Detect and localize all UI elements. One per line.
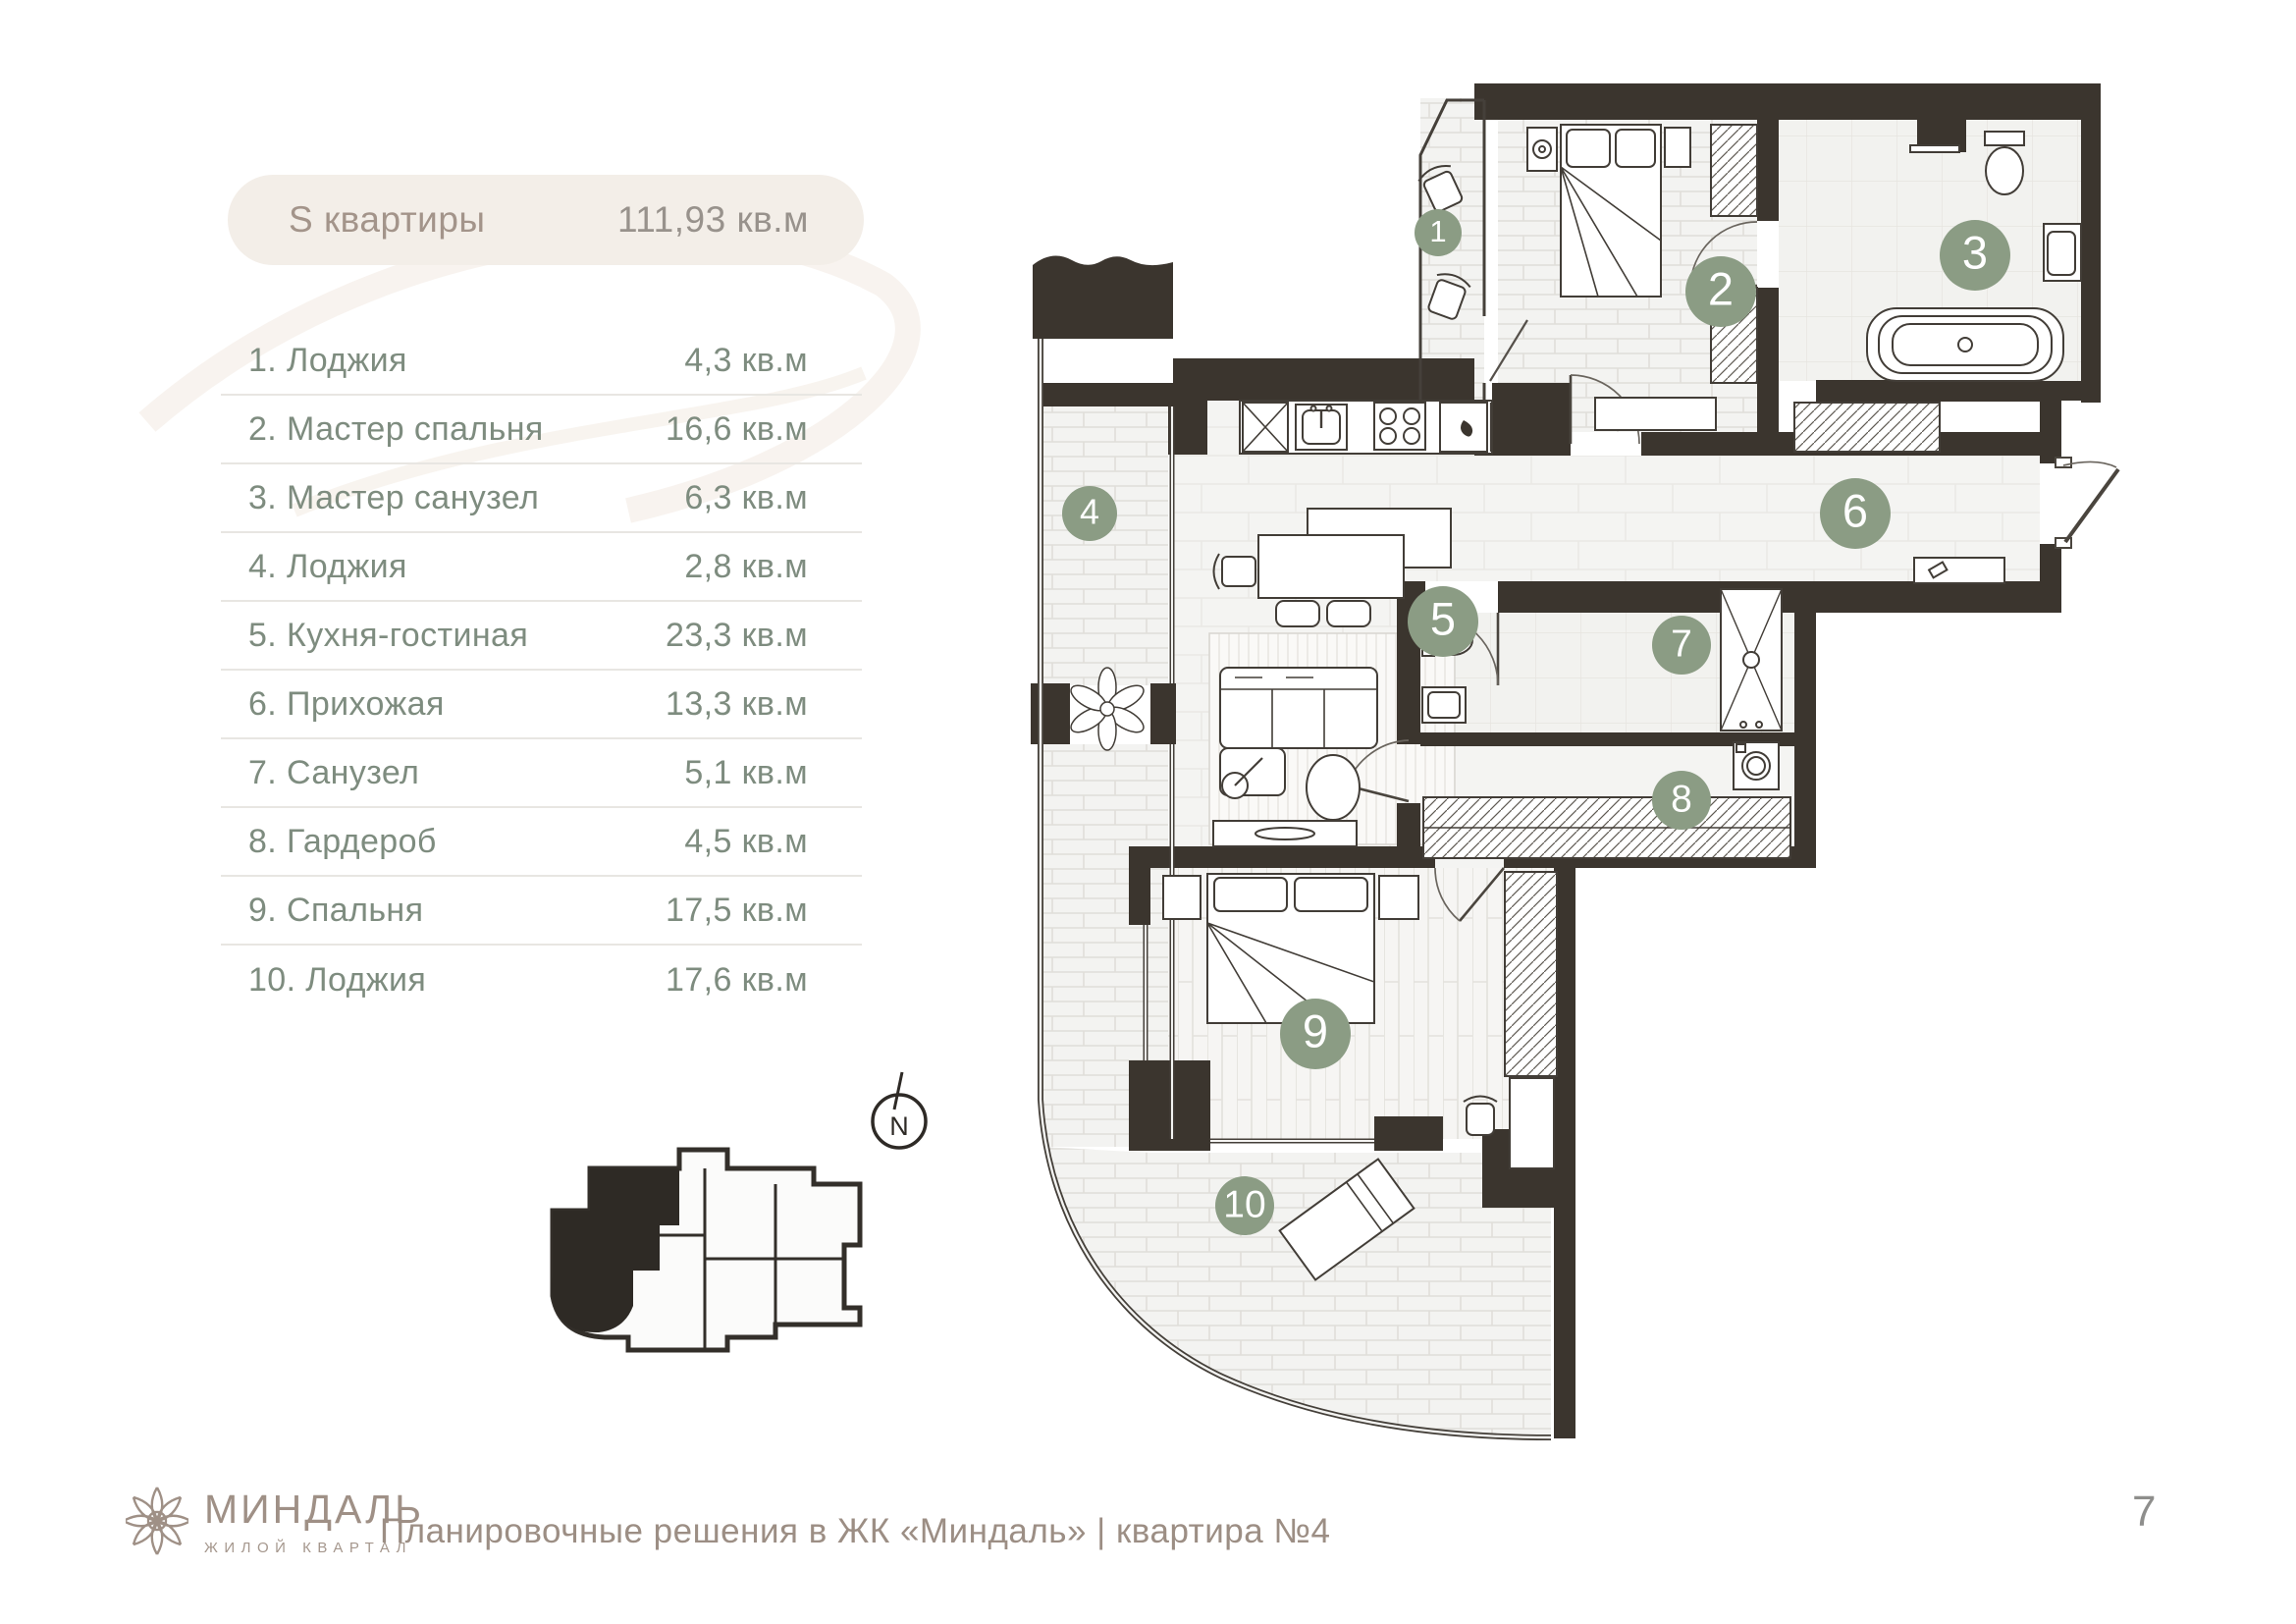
room-row-label: 3. Мастер санузел [248, 478, 540, 516]
svg-text:10: 10 [1223, 1183, 1266, 1226]
room-row-area: 2,8 кв.м [684, 547, 808, 585]
room-row-area: 5,1 кв.м [684, 753, 808, 791]
summary-value: 111,93 кв.м [616, 199, 809, 240]
room-marker-1 [1415, 209, 1462, 256]
room-row-area: 6,3 кв.м [684, 478, 808, 516]
room-marker-3 [1940, 220, 2010, 291]
room-row-label: 6. Прихожая [248, 684, 445, 723]
svg-text:9: 9 [1302, 1004, 1329, 1057]
svg-text:2: 2 [1707, 262, 1735, 315]
room-marker-2 [1685, 256, 1756, 327]
room-row-area: 17,5 кв.м [666, 891, 808, 929]
room-row-area: 16,6 кв.м [666, 409, 808, 448]
svg-text:4: 4 [1079, 491, 1100, 532]
room-row-label: 2. Мастер спальня [248, 409, 544, 448]
footer-caption: Планировочные решения в ЖК «Миндаль» | квартира №4 [380, 1512, 1331, 1550]
almond-flower-icon [126, 1483, 188, 1559]
room-row-area: 17,6 кв.м [666, 960, 808, 999]
logo-subtitle: ЖИЛОЙ КВАРТАЛ [204, 1539, 413, 1556]
room-marker-8 [1652, 771, 1711, 830]
room-row-label: 9. Спальня [248, 891, 424, 929]
room-marker-5 [1408, 586, 1478, 657]
room-row-label: 10. Лоджия [248, 960, 427, 999]
room-row-area: 4,3 кв.м [684, 341, 808, 379]
svg-text:1: 1 [1429, 214, 1447, 249]
room-marker-10 [1215, 1176, 1274, 1235]
svg-text:8: 8 [1671, 778, 1692, 821]
room-marker-4 [1062, 486, 1117, 541]
svg-text:N: N [889, 1111, 909, 1141]
room-row-label: 4. Лоджия [248, 547, 407, 585]
svg-text:3: 3 [1961, 226, 1989, 279]
north-compass-icon [873, 1072, 926, 1148]
svg-text:5: 5 [1429, 592, 1457, 645]
logo-title: МИНДАЛЬ [204, 1486, 425, 1532]
room-marker-9 [1280, 999, 1351, 1069]
summary-label: S квартиры [289, 199, 486, 240]
room-row-area: 23,3 кв.м [666, 616, 808, 654]
svg-text:6: 6 [1842, 484, 1869, 537]
page-number: 7 [2132, 1488, 2157, 1536]
room-row-area: 13,3 кв.м [666, 684, 808, 723]
key-plan [552, 1150, 860, 1350]
room-marker-6 [1820, 478, 1891, 549]
room-row-label: 1. Лоджия [248, 341, 407, 379]
room-row-area: 4,5 кв.м [684, 822, 808, 860]
room-row-label: 8. Гардероб [248, 822, 437, 860]
room-row-label: 5. Кухня-гостиная [248, 616, 529, 654]
room-row-label: 7. Санузел [248, 753, 420, 791]
svg-text:7: 7 [1671, 623, 1692, 666]
room-marker-7 [1652, 616, 1711, 675]
